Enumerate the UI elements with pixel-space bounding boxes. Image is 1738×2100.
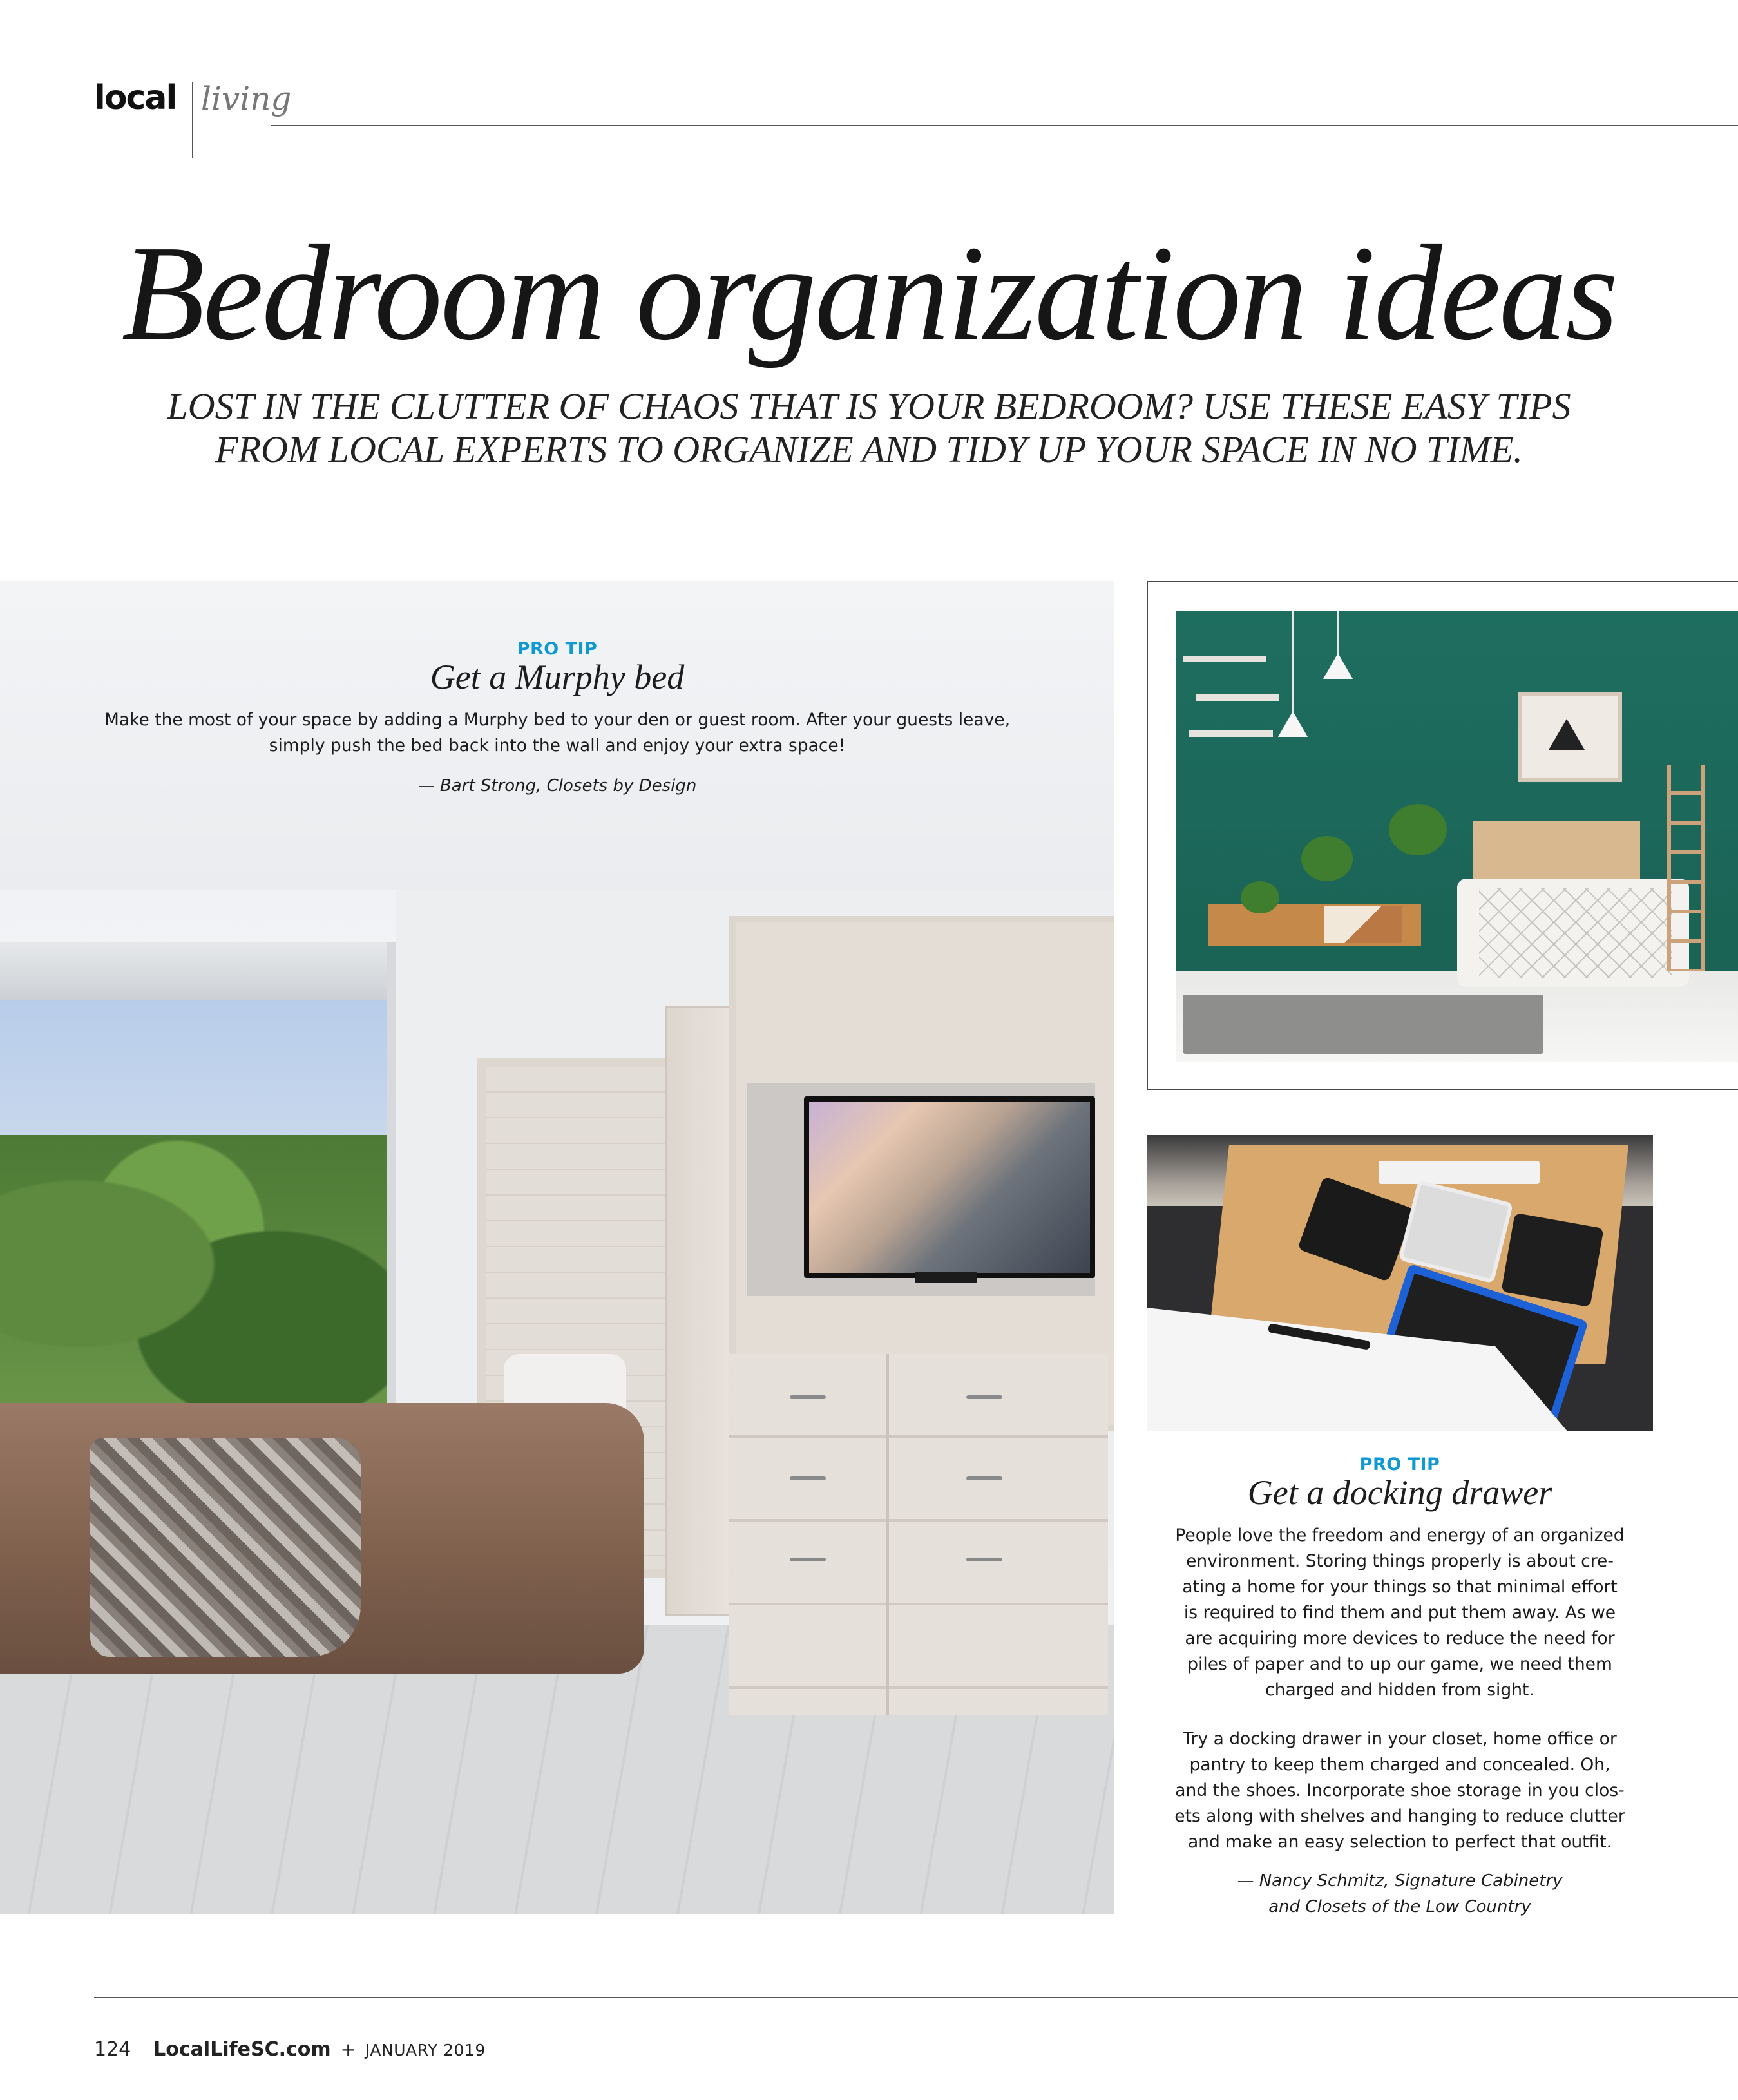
tip-heading: Get a Murphy bed — [430, 658, 685, 696]
pro-tip-label: PRO TIP — [1359, 1455, 1440, 1475]
potted-plant — [1241, 881, 1279, 913]
pro-tip-label: PRO TIP — [517, 639, 598, 659]
tip-credit: — Bart Strong, Closets by Design — [417, 776, 697, 796]
drawer-handle — [790, 1476, 826, 1480]
tip-heading: Get a docking drawer — [1247, 1473, 1552, 1512]
drawer-handle — [966, 1395, 1002, 1399]
wall-art-triangle — [1549, 719, 1585, 750]
tip-body-line: Make the most of your space by adding a Murphy bed to your den or guest room. After your guests leave, — [104, 710, 1011, 730]
potted-plant — [1301, 836, 1353, 881]
footer-separator: + — [340, 2039, 356, 2060]
article-deck — [0, 385, 1738, 471]
dresser-drawers — [729, 1354, 1108, 1715]
window-shade — [0, 942, 393, 1000]
docking-drawer-photo — [1147, 1135, 1653, 1431]
tablet-device — [1501, 1213, 1603, 1307]
header-rule — [271, 125, 1738, 126]
tip-credit — [1147, 1868, 1653, 1920]
header-divider — [192, 82, 193, 158]
wood-headboard — [1473, 821, 1640, 879]
lamp-cord — [1337, 611, 1339, 656]
tip-paragraph — [1147, 1523, 1653, 1703]
issue-date: JANUARY 2019 — [365, 2041, 486, 2059]
tip-body-line: pantry to keep them charged and concealed. Oh, — [1189, 1755, 1610, 1775]
tip-body-line: environment. Storing things properly is about cre- — [1186, 1551, 1614, 1571]
wall-shelf — [1183, 656, 1266, 662]
dresser-divider — [886, 1354, 889, 1715]
blanket-ladder — [1667, 765, 1705, 971]
drawer-handle — [966, 1558, 1002, 1561]
tip-body-line: People love the freedom and energy of an organized — [1175, 1525, 1625, 1545]
wall-shelf — [1189, 730, 1273, 737]
tip-body-line: is required to find them and put them away. As we — [1183, 1603, 1616, 1623]
deck-line: LOST IN THE CLUTTER OF CHAOS THAT IS YOUR BEDROOM? USE THESE EASY TIPS — [167, 385, 1571, 427]
lamp-cord — [1292, 611, 1294, 714]
bedspread-pattern — [1479, 888, 1672, 978]
deck-line: FROM LOCAL EXPERTS TO ORGANIZE AND TIDY UP YOUR SPACE IN NO TIME. — [215, 428, 1523, 470]
tip-body-line: and make an easy selection to perfect that outfit. — [1187, 1832, 1612, 1852]
tip-body-line: charged and hidden from sight. — [1265, 1680, 1534, 1700]
patterned-cabinet — [1324, 906, 1402, 943]
tip-credit-line: and Closets of the Low Country — [1268, 1897, 1531, 1916]
tip-paragraph — [1147, 1726, 1653, 1855]
drawer-handle — [966, 1476, 1002, 1480]
drawer-handle — [790, 1395, 826, 1399]
page-footer — [94, 2038, 486, 2061]
tip-credit-line: — Nancy Schmitz, Signature Cabinetry — [1237, 1871, 1563, 1891]
green-bedroom-photo — [1176, 611, 1738, 1062]
tip-body-line: ets along with shelves and hanging to reduce clutter — [1174, 1806, 1625, 1826]
tip-body-line: piles of paper and to up our game, we need them — [1187, 1654, 1612, 1674]
power-outlet — [1379, 1161, 1540, 1184]
grey-rug — [1183, 995, 1543, 1054]
potted-plant — [1389, 804, 1447, 855]
tv-stand — [915, 1272, 977, 1283]
page-number: 124 — [94, 2038, 131, 2061]
section-name: living — [201, 80, 292, 117]
plaid-throw — [90, 1438, 361, 1657]
article-title: Bedroom organization ideas — [121, 217, 1617, 368]
site-link[interactable]: LocalLifeSC.com — [153, 2038, 331, 2061]
tall-cabinet — [665, 1006, 733, 1616]
drawer-handle — [790, 1558, 826, 1561]
footer-rule — [94, 1997, 1738, 1998]
tip-body-line: Try a docking drawer in your closet, home office or — [1183, 1729, 1617, 1749]
tip-body-line: and the shoes. Incorporate shoe storage in you clos- — [1175, 1780, 1625, 1800]
television — [804, 1096, 1095, 1278]
tip-body — [103, 707, 1011, 759]
tip-body-line: ating a home for your things so that minimal effort — [1182, 1577, 1618, 1597]
tip-body-line: are acquiring more devices to reduce the need for — [1185, 1628, 1615, 1648]
tip-body-line: simply push the bed back into the wall and enjoy your extra space! — [269, 736, 846, 756]
wall-shelf — [1196, 694, 1279, 701]
magazine-brand: local — [94, 79, 177, 117]
